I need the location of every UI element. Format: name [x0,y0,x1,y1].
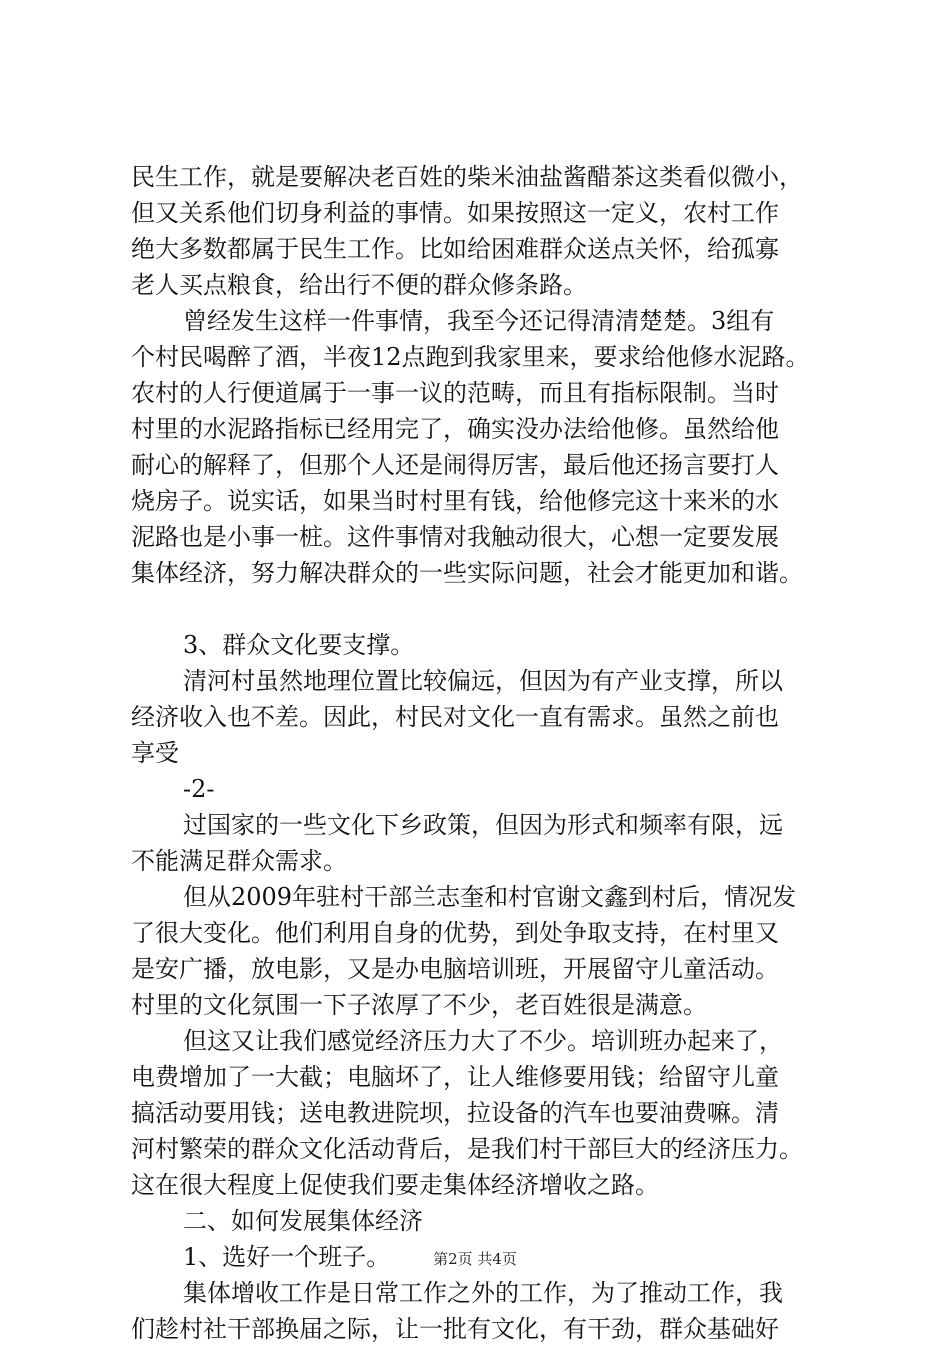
body-line: 集体经济，努力解决群众的一些实际问题，社会才能更加和谐。 [131,559,803,587]
subsection-heading: 1、选好一个班子。 [183,1243,391,1271]
body-line: 清河村虽然地理位置比较偏远，但因为有产业支撑，所以 [183,667,783,695]
body-line: 河村繁荣的群众文化活动背后，是我们村干部巨大的经济压力。 [131,1135,803,1163]
body-line: 农村的人行便道属于一事一议的范畴，而且有指标限制。当时 [131,379,779,407]
body-line: 不能满足群众需求。 [131,847,347,875]
body-line: 个村民喝醉了酒，半夜12点跑到我家里来，要求给他修水泥路。 [131,343,810,371]
document-body [131,159,851,1347]
body-line: 但这又让我们感觉经济压力大了不少。培训班办起来了， [183,1027,783,1055]
page-footer: 第2页 共4页 [433,1250,517,1268]
body-line: 绝大多数都属于民生工作。比如给困难群众送点关怀，给孤寡 [131,235,779,263]
body-line: 村里的水泥路指标已经用完了，确实没办法给他修。虽然给他 [131,415,779,443]
body-line: 集体增收工作是日常工作之外的工作，为了推动工作，我 [183,1279,783,1307]
body-line: 泥路也是小事一桩。这件事情对我触动很大，心想一定要发展 [131,523,779,551]
body-line: 经济收入也不差。因此，村民对文化一直有需求。虽然之前也 [131,703,779,731]
body-line: 耐心的解释了，但那个人还是闹得厉害，最后他还扬言要打人 [131,451,779,479]
body-line: 们趁村社干部换届之际，让一批有文化，有干劲，群众基础好 [131,1315,779,1343]
body-line: 这在很大程度上促使我们要走集体经济增收之路。 [131,1171,659,1199]
body-line: 了很大变化。他们利用自身的优势，到处争取支持，在村里又 [131,919,779,947]
paragraph-gap [131,591,851,627]
body-line: 过国家的一些文化下乡政策，但因为形式和频率有限，远 [183,811,783,839]
body-line: 但又关系他们切身利益的事情。如果按照这一定义，农村工作 [131,199,779,227]
body-line: 是安广播，放电影，又是办电脑培训班，开展留守儿童活动。 [131,955,779,983]
body-line: 烧房子。说实话，如果当时村里有钱，给他修完这十来米的水 [131,487,779,515]
body-line: 曾经发生这样一件事情，我至今还记得清清楚楚。3组有 [183,307,775,335]
section-heading: 二、如何发展集体经济 [183,1207,423,1235]
body-line: 享受 [131,739,179,767]
body-line: 民生工作，就是要解决老百姓的柴米油盐酱醋茶这类看似微小， [131,163,803,191]
section-heading: 3、群众文化要支撑。 [183,631,415,659]
inline-page-marker: -2- [183,775,215,803]
body-line: 老人买点粮食，给出行不便的群众修条路。 [131,271,587,299]
body-line: 电费增加了一大截；电脑坏了，让人维修要用钱；给留守儿童 [131,1063,779,1091]
body-line: 搞活动要用钱；送电教进院坝，拉设备的汽车也要油费嘛。清 [131,1099,779,1127]
body-line: 村里的文化氛围一下子浓厚了不少，老百姓很是满意。 [131,991,707,1019]
body-line: 但从2009年驻村干部兰志奎和村官谢文鑫到村后，情况发 [183,883,797,911]
